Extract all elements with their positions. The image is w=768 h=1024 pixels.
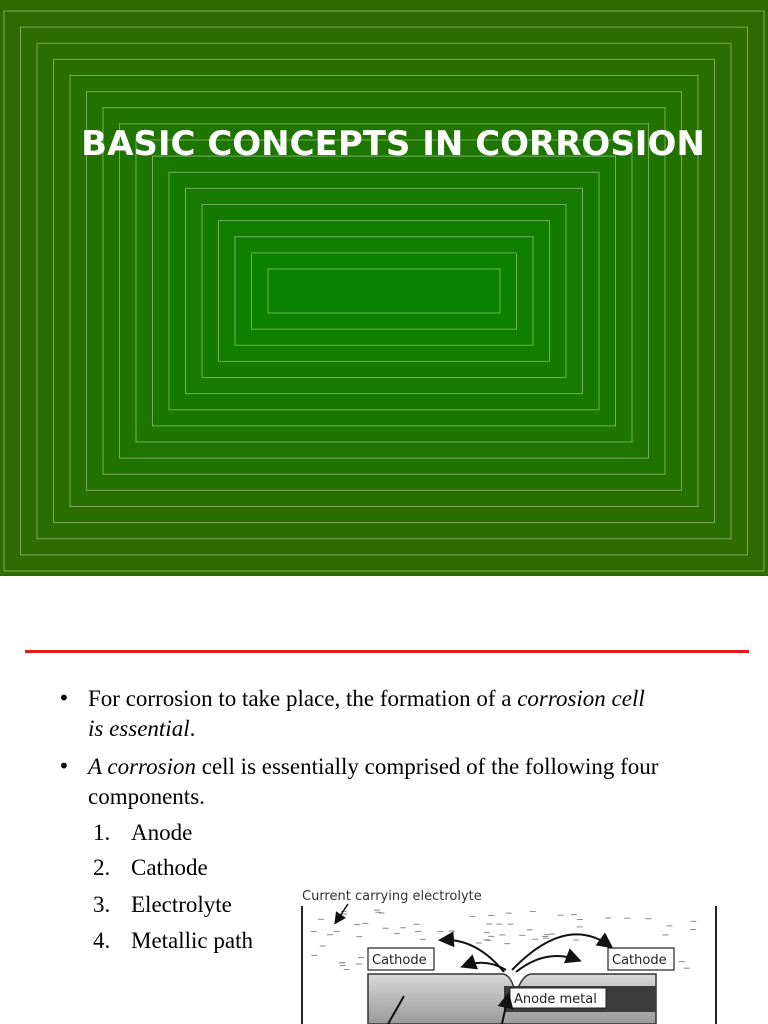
corrosion-cell-diagram xyxy=(296,878,726,1024)
bullet2-text-a: cell is essentially comprised of the following four components. xyxy=(88,754,659,809)
component-label: Anode xyxy=(131,820,193,845)
current-arrow-left-upper xyxy=(442,940,504,972)
component-label: Metallic path xyxy=(131,928,253,953)
component-item-cathode xyxy=(93,853,208,883)
bullet-dot-icon: • xyxy=(58,686,70,710)
background-rectangle xyxy=(268,269,500,313)
component-number: 2. xyxy=(93,855,111,880)
bullet1-text-b: . xyxy=(189,716,196,741)
bullet1-text-a: For corrosion to take place, the formation of a xyxy=(88,686,518,711)
cathode-left-label: Cathode xyxy=(372,953,427,968)
bullet1-italic-b: is essential xyxy=(88,716,190,741)
component-item-electrolyte xyxy=(93,890,232,920)
bullet2-italic-a: A corrosion xyxy=(88,754,196,779)
component-number: 3. xyxy=(93,892,111,917)
electrolyte-pointer-arrow xyxy=(336,904,348,922)
cathode-right-label: Cathode xyxy=(612,953,667,968)
content-slide xyxy=(0,576,768,1024)
electrolyte-label: Current carrying electrolyte xyxy=(302,889,482,904)
red-divider-rule xyxy=(25,650,749,653)
bullet1-italic-a: corrosion cell xyxy=(517,686,645,711)
anode-label: Anode metal xyxy=(514,992,597,1007)
slide-title: BASIC CONCEPTS IN CORROSION xyxy=(81,124,705,164)
component-number: 1. xyxy=(93,820,111,845)
component-item-anode xyxy=(93,818,192,848)
component-number: 4. xyxy=(93,928,111,953)
component-label: Cathode xyxy=(131,855,208,880)
bullet-dot-icon: • xyxy=(58,754,70,778)
current-arrow-left-lower xyxy=(464,963,506,970)
component-item-metallic-path xyxy=(93,926,253,956)
component-label: Electrolyte xyxy=(131,892,232,917)
